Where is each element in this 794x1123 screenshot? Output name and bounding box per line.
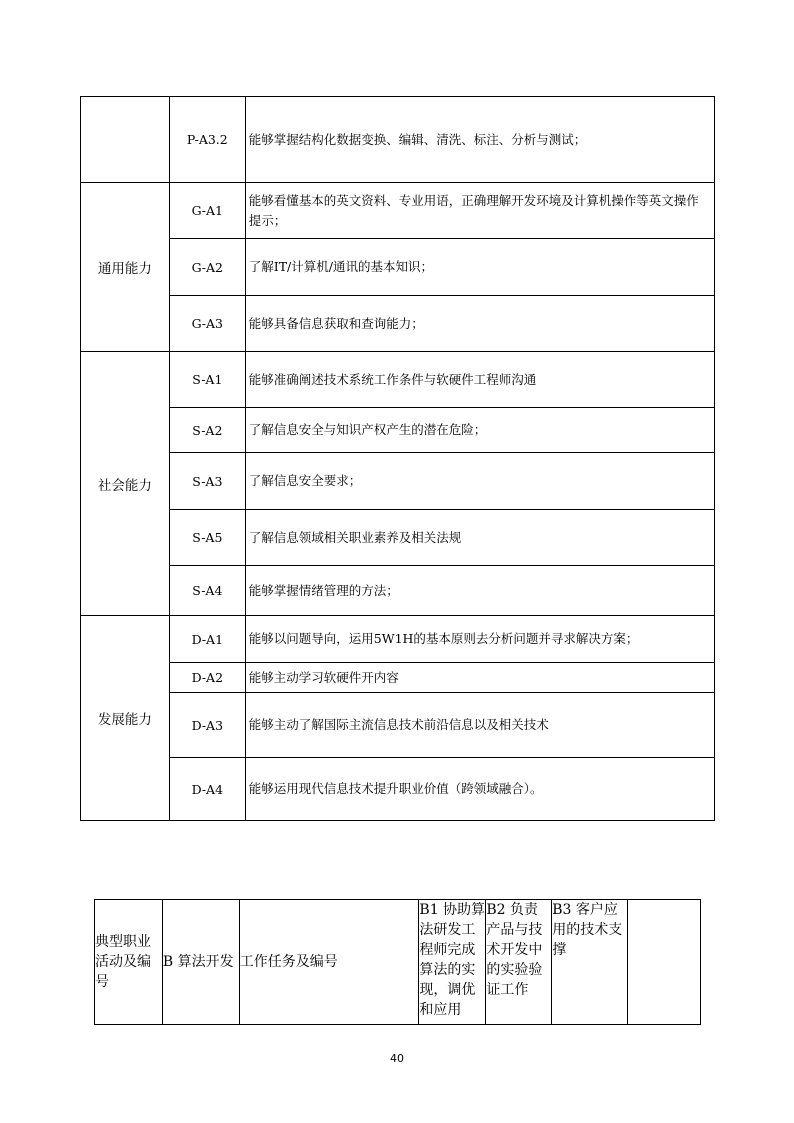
ability-code: S-A5 (169, 510, 245, 566)
ability-code: D-A2 (169, 663, 245, 693)
ability-code: S-A4 (169, 566, 245, 616)
category-social: 社会能力 (81, 352, 170, 616)
task-table (94, 899, 701, 1025)
ability-description: 能够以问题导向，运用5W1H的基本原则去分析问题并寻求解决方案； (245, 616, 714, 663)
activity-value: B 算法开发 (162, 900, 239, 1025)
ability-table (80, 96, 715, 821)
ability-description: 能够运用现代信息技术提升职业价值（跨领域融合）。 (245, 758, 714, 821)
ability-code: G-A3 (169, 296, 245, 352)
ability-row (81, 408, 715, 453)
ability-description: 能够掌握结构化数据变换、编辑、清洗、标注、分析与测试； (245, 97, 714, 183)
ability-description: 能够主动了解国际主流信息技术前沿信息以及相关技术 (245, 693, 714, 758)
task-row (95, 900, 701, 1025)
ability-code: S-A3 (169, 453, 245, 510)
ability-description: 能够看懂基本的英文资料、专业用语，正确理解开发环境及计算机操作等英文操作提示； (245, 183, 714, 239)
ability-description: 能够准确阐述技术系统工作条件与软硬件工程师沟通 (245, 352, 714, 408)
ability-row (81, 510, 715, 566)
category-cell-empty (81, 97, 170, 183)
ability-row (81, 693, 715, 758)
ability-row (81, 453, 715, 510)
ability-description: 能够主动学习软硬件开内容 (245, 663, 714, 693)
task-empty (628, 900, 701, 1025)
ability-code: P-A3.2 (169, 97, 245, 183)
ability-row (81, 663, 715, 693)
ability-description: 能够掌握情绪管理的方法； (245, 566, 714, 616)
ability-description: 能够具备信息获取和查询能力； (245, 296, 714, 352)
task-label: 工作任务及编号 (239, 900, 419, 1025)
ability-code: D-A3 (169, 693, 245, 758)
ability-description: 了解信息安全与知识产权产生的潜在危险； (245, 408, 714, 453)
ability-row (81, 97, 715, 183)
ability-row (81, 566, 715, 616)
ability-row (81, 296, 715, 352)
ability-row (81, 758, 715, 821)
page-number: 40 (390, 1052, 404, 1065)
category-development: 发展能力 (81, 616, 170, 821)
ability-code: D-A4 (169, 758, 245, 821)
ability-description: 了解IT/计算机/通讯的基本知识； (245, 239, 714, 296)
ability-code: G-A1 (169, 183, 245, 239)
ability-description: 了解信息安全要求； (245, 453, 714, 510)
task-b3: B3 客户应用的技术支撑 (552, 900, 628, 1025)
ability-code: D-A1 (169, 616, 245, 663)
ability-row (81, 183, 715, 239)
ability-row (81, 616, 715, 663)
category-general: 通用能力 (81, 183, 170, 352)
ability-code: S-A1 (169, 352, 245, 408)
task-b1: B1 协助算法研发工程师完成算法的实现，调优和应用 (419, 900, 486, 1025)
task-b2: B2 负责产品与技术开发中的实验验证工作 (486, 900, 552, 1025)
ability-row (81, 352, 715, 408)
ability-code: G-A2 (169, 239, 245, 296)
ability-code: S-A2 (169, 408, 245, 453)
ability-row (81, 239, 715, 296)
activity-label: 典型职业活动及编号 (95, 900, 163, 1025)
ability-description: 了解信息领域相关职业素养及相关法规 (245, 510, 714, 566)
